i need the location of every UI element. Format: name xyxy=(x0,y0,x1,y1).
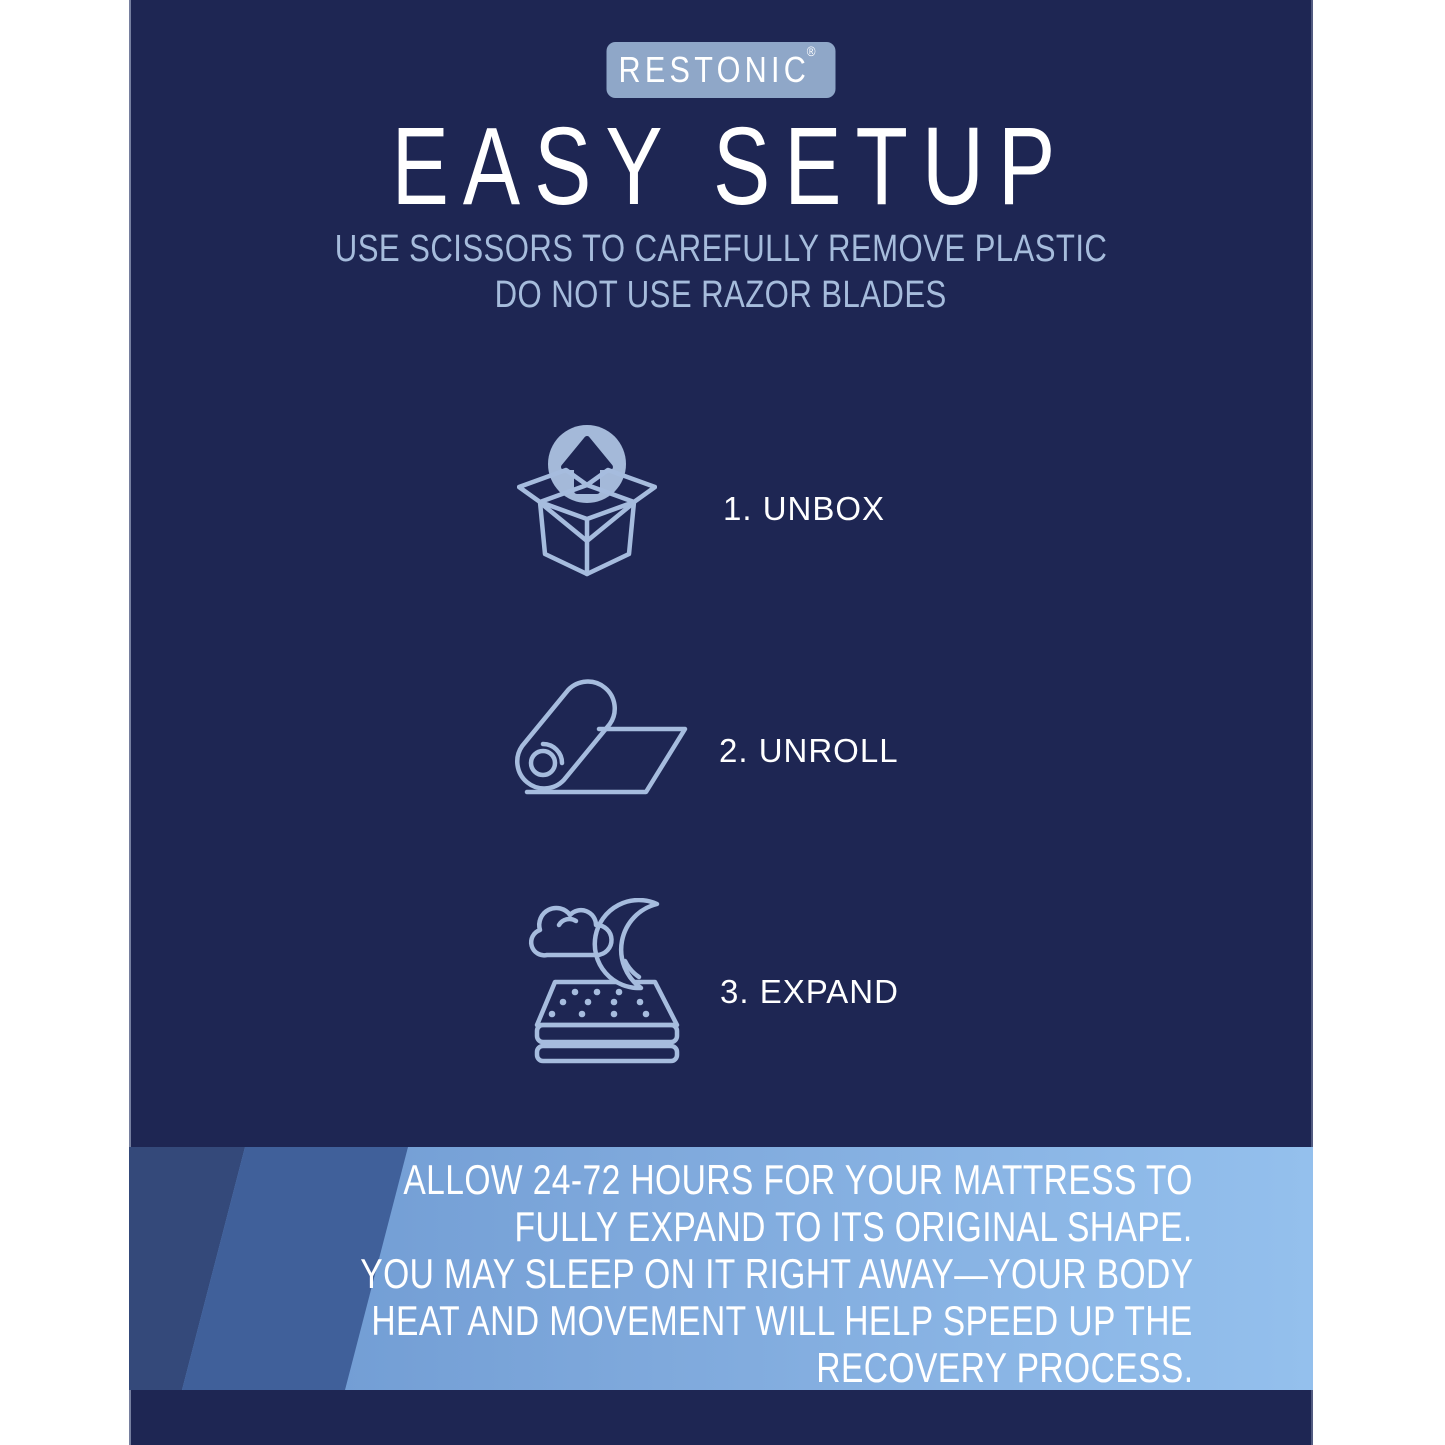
banner-line: RECOVERY PROCESS. xyxy=(815,1344,1193,1391)
brand-logo xyxy=(607,42,836,98)
banner-line: FULLY EXPAND TO ITS ORIGINAL SHAPE. xyxy=(514,1203,1193,1250)
unroll-icon xyxy=(507,671,697,811)
step-label: 2. UNROLL xyxy=(719,732,899,769)
registered-trademark-icon: ® xyxy=(806,43,820,59)
page-title-text: EASY SETUP xyxy=(391,105,1069,228)
step-label: 1. UNBOX xyxy=(723,490,886,527)
brand-name: RESTONIC xyxy=(618,49,811,90)
subtitle-line: USE SCISSORS TO CAREFULLY REMOVE PLASTIC xyxy=(334,228,1108,270)
step-label: 3. EXPAND xyxy=(720,973,899,1010)
expand-icon xyxy=(525,898,685,1075)
footer-banner xyxy=(129,1147,1313,1390)
brand-logo-text xyxy=(618,43,824,91)
banner-line: ALLOW 24-72 HOURS FOR YOUR MATTRESS TO xyxy=(403,1156,1193,1203)
subtitle xyxy=(129,226,1313,318)
banner-line: YOU MAY SLEEP ON IT RIGHT AWAY—YOUR BODY xyxy=(359,1250,1193,1297)
banner-line: HEAT AND MOVEMENT WILL HELP SPEED UP THE xyxy=(371,1297,1193,1344)
banner-text xyxy=(152,1156,1193,1391)
infographic-card xyxy=(129,0,1313,1445)
unbox-icon xyxy=(517,424,657,584)
subtitle-line: DO NOT USE RAZOR BLADES xyxy=(494,274,948,316)
page-title xyxy=(129,105,1313,228)
